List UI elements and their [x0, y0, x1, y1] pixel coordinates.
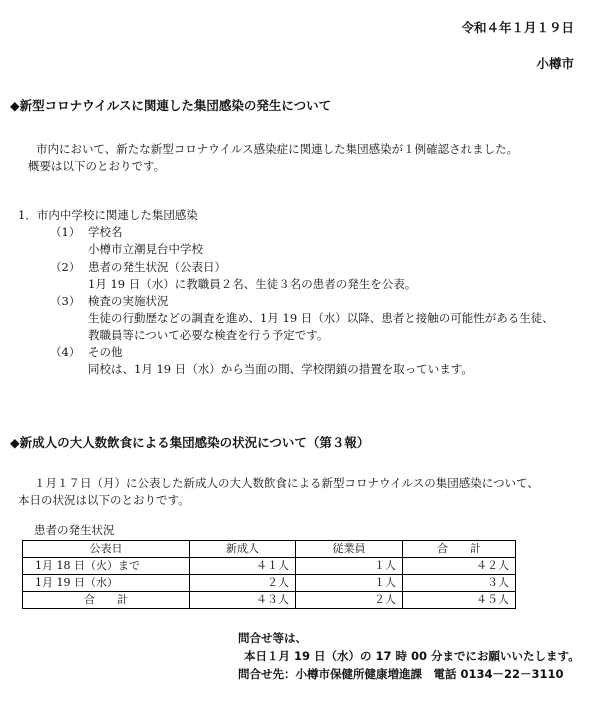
row-new-adults: ４１人 — [190, 558, 296, 575]
table-row — [23, 558, 516, 575]
subitem-4-text: 同校は、1月 19 日（水）から当面の間、学校閉鎖の措置を取っています。 — [88, 362, 473, 376]
subitem-4-label: その他 — [88, 345, 123, 359]
row-total: ３人 — [403, 575, 516, 592]
contact-info: 問合せ先：小樽市保健所健康増進課 電話 0134－22－3110 — [238, 667, 564, 681]
section1-intro-line2: 概要は以下のとおりです。 — [28, 159, 166, 173]
subitem-3-num: （3） — [50, 294, 81, 308]
row-staff: １人 — [296, 558, 403, 575]
section1-item-heading: 1．市内中学校に関連した集団感染 — [18, 208, 198, 222]
document-date: 令和４年１月１９日 — [461, 20, 574, 35]
row-date: 1月 18 日（火）まで — [23, 558, 190, 575]
row-new-adults: ２人 — [190, 575, 296, 592]
section2-intro-line2: 本日の状況は以下のとおりです。 — [18, 493, 190, 507]
header-cell-total: 合 計 — [403, 541, 516, 558]
header-cell-date: 公表日 — [23, 541, 190, 558]
row-date: 1月 19 日（水） — [23, 575, 190, 592]
subitem-1-text: 小樽市立潮見台中学校 — [88, 242, 203, 256]
table-caption: 患者の発生状況 — [34, 523, 115, 537]
total-all: ４５人 — [403, 592, 516, 609]
subitem-1-label: 学校名 — [88, 225, 123, 239]
subitem-1-num: （1） — [50, 225, 81, 239]
section2-intro-line1: １月１７日（月）に公表した新成人の大人数飲食による新型コロナウイルスの集団感染について、 — [34, 476, 539, 490]
total-new-adults: ４３人 — [190, 592, 296, 609]
total-label: 合 計 — [23, 592, 190, 609]
subitem-2-text: 1月 19 日（水）に教職員２名、生徒３名の患者の発生を公表。 — [88, 277, 417, 291]
table-header-row — [23, 541, 516, 558]
table-row — [23, 575, 516, 592]
contact-intro: 問合せ等は、 — [238, 631, 307, 645]
header-cell-new-adults: 新成人 — [190, 541, 296, 558]
section1-title: ◆新型コロナウイルスに関連した集団感染の発生について — [10, 98, 332, 113]
contact-deadline: 本日１月 19 日（水）の 17 時 00 分までにお願いいたします。 — [244, 649, 580, 663]
section2-title: ◆新成人の大人数飲食による集団感染の状況について（第３報） — [10, 435, 370, 450]
patient-status-table-wrapper — [22, 540, 516, 609]
row-staff: １人 — [296, 575, 403, 592]
subitem-4-num: （4） — [50, 345, 81, 359]
subitem-3-text-line2: 教職員等について必要な検査を行う予定です。 — [88, 328, 329, 342]
total-staff: ２人 — [296, 592, 403, 609]
row-total: ４２人 — [403, 558, 516, 575]
patient-status-table — [22, 540, 516, 609]
issuer-name: 小樽市 — [536, 56, 574, 71]
subitem-3-label: 検査の実施状況 — [88, 294, 169, 308]
section1-intro-line1: 市内において、新たな新型コロナウイルス感染症に関連した集団感染が１例確認されました。 — [36, 142, 519, 156]
header-cell-staff: 従業員 — [296, 541, 403, 558]
table-total-row — [23, 592, 516, 609]
subitem-3-text-line1: 生徒の行動歴などの調査を進め、1月 19 日（水）以降、患者と接触の可能性がある生徒、 — [88, 311, 554, 325]
subitem-2-label: 患者の発生状況（公表日） — [88, 260, 226, 274]
subitem-2-num: （2） — [50, 260, 81, 274]
